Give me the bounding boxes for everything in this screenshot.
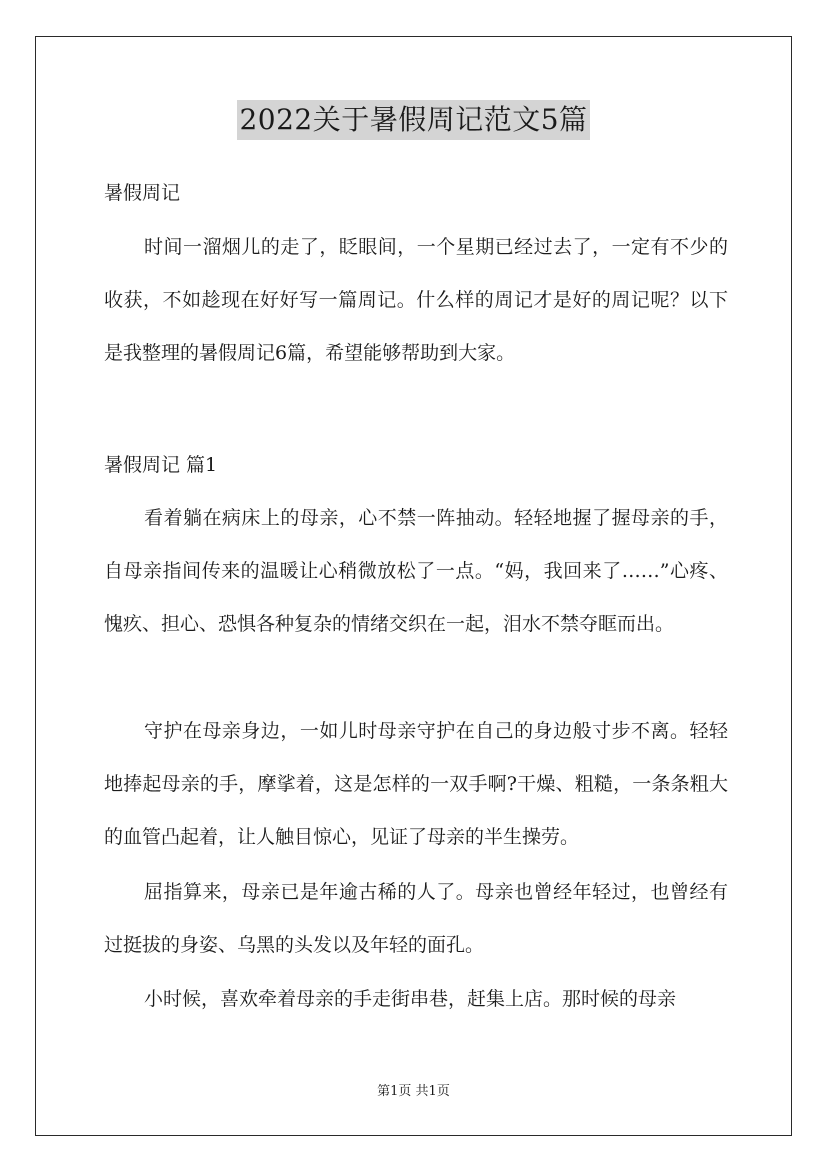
body-paragraph: 守护在母亲身边，一如儿时母亲守护在自己的身边般寸步不离。轻轻地捧起母亲的手，摩挲着，这是怎样的一双手啊?干燥、粗糙，一条条粗大的血管凸起着，让人触目惊心，见证了母亲的半生操劳。 — [104, 720, 728, 848]
body-paragraph: 小时候，喜欢牵着母亲的手走街串巷，赶集上店。那时候的母亲 — [144, 988, 677, 1010]
body-paragraph: 看着躺在病床上的母亲，心不禁一阵抽动。轻轻地握了握母亲的手，自母亲指间传来的温暖让心稍微放松了一点。“妈，我回来了……”心疼、愧疚、担心、恐惧各种复杂的情绪交织在一起，泪水不禁夺眶而出。 — [104, 507, 728, 635]
section-heading: 暑假周记 篇1 — [104, 454, 218, 476]
body-paragraph: 屈指算来，母亲已是年逾古稀的人了。母亲也曾经年轻过，也曾经有过挺拔的身姿、乌黑的头发以及年轻的面孔。 — [104, 881, 728, 956]
page-footer: 第1页 共1页 — [377, 1084, 450, 1099]
title-container — [0, 100, 827, 140]
document-title: 2022关于暑假周记范文5篇 — [237, 100, 589, 140]
intro-heading: 暑假周记 — [104, 182, 181, 204]
intro-paragraph: 时间一溜烟儿的走了，眨眼间，一个星期已经过去了，一定有不少的收获，不如趁现在好好写一篇周记。什么样的周记才是好的周记呢？以下是我整理的暑假周记6篇，希望能够帮助到大家。 — [104, 236, 728, 364]
